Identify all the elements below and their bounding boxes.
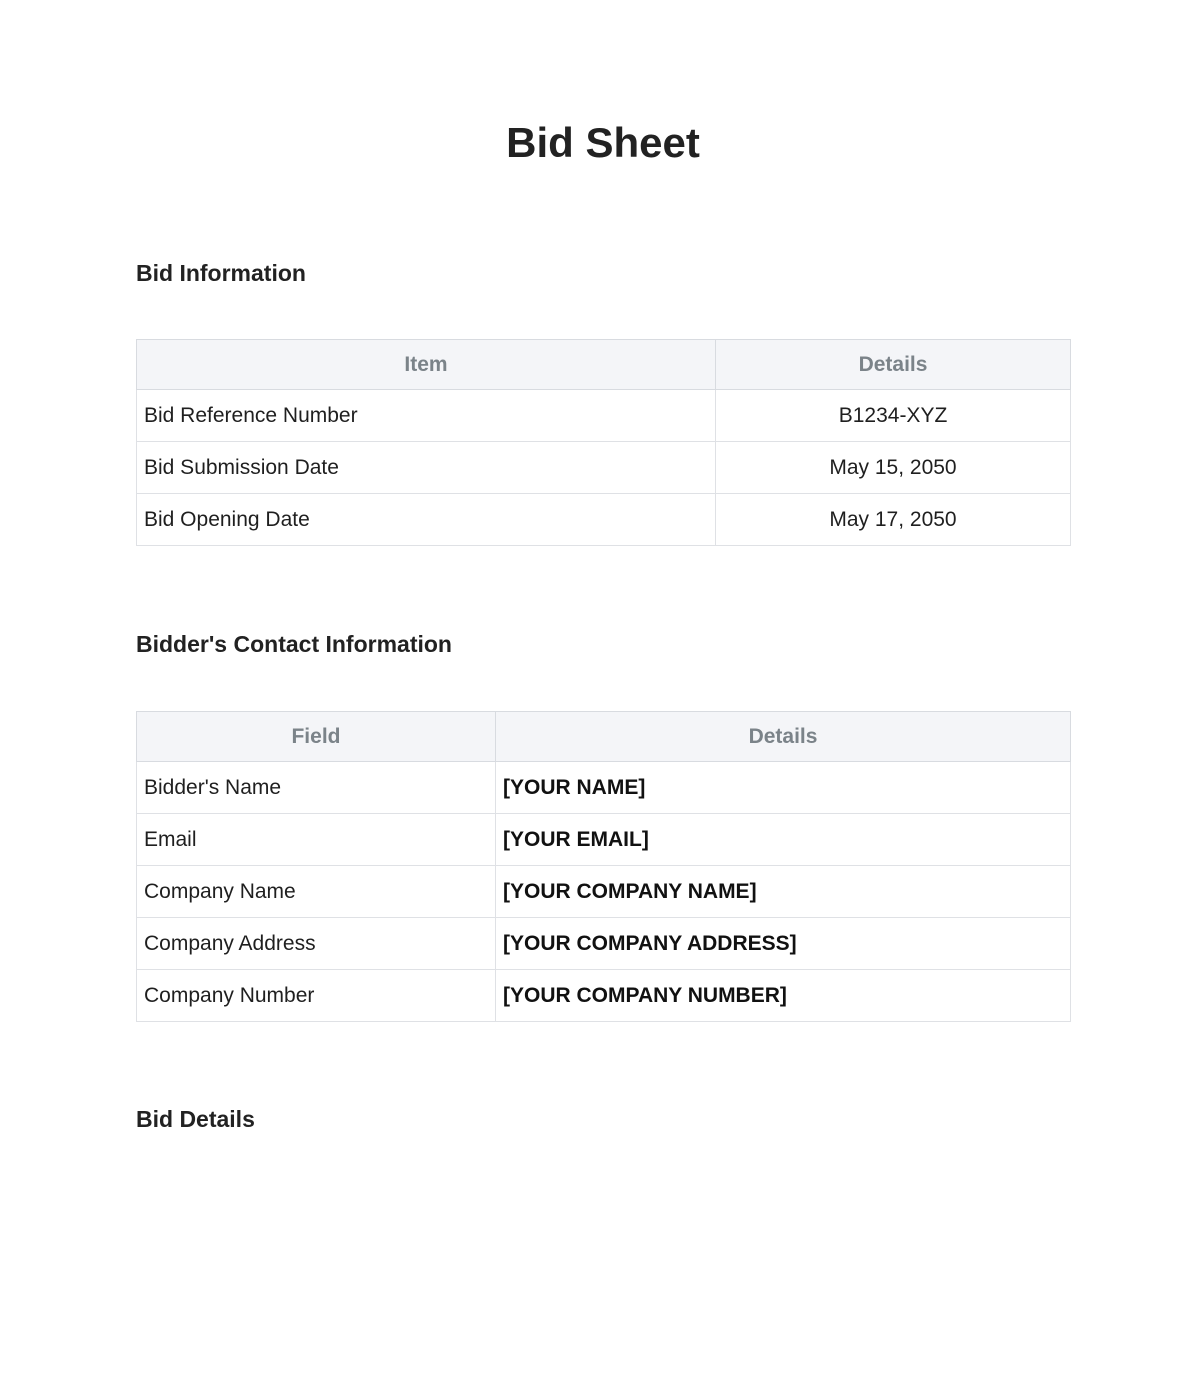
table-row: [137, 390, 1071, 442]
page-title: Bid Sheet: [506, 119, 700, 166]
contact-information-heading: Bidder's Contact Information: [136, 631, 452, 657]
bidder-name-label: Bidder's Name: [137, 762, 496, 814]
company-address-value: [YOUR COMPANY ADDRESS]: [496, 918, 1071, 970]
bid-opening-date-label: Bid Opening Date: [137, 494, 716, 546]
contact-information-table: [136, 711, 1071, 1022]
table-row: [137, 970, 1071, 1022]
bid-reference-label: Bid Reference Number: [137, 390, 716, 442]
column-header-item: Item: [137, 340, 716, 390]
column-header-details: Details: [496, 712, 1071, 762]
column-header-field: Field: [137, 712, 496, 762]
table-header-row: [137, 340, 1071, 390]
bid-submission-date-label: Bid Submission Date: [137, 442, 716, 494]
table-row: [137, 442, 1071, 494]
company-name-value: [YOUR COMPANY NAME]: [496, 866, 1071, 918]
bid-reference-value: B1234-XYZ: [716, 390, 1071, 442]
bid-details-heading: Bid Details: [136, 1106, 255, 1132]
company-number-value: [YOUR COMPANY NUMBER]: [496, 970, 1071, 1022]
bid-information-heading: Bid Information: [136, 260, 306, 286]
table-row: [137, 918, 1071, 970]
bid-information-table: [136, 339, 1071, 546]
table-header-row: [137, 712, 1071, 762]
email-label: Email: [137, 814, 496, 866]
email-value: [YOUR EMAIL]: [496, 814, 1071, 866]
company-address-label: Company Address: [137, 918, 496, 970]
table-row: [137, 762, 1071, 814]
column-header-details: Details: [716, 340, 1071, 390]
table-row: [137, 494, 1071, 546]
bid-submission-date-value: May 15, 2050: [716, 442, 1071, 494]
table-row: [137, 866, 1071, 918]
bid-opening-date-value: May 17, 2050: [716, 494, 1071, 546]
company-name-label: Company Name: [137, 866, 496, 918]
table-row: [137, 814, 1071, 866]
company-number-label: Company Number: [137, 970, 496, 1022]
bidder-name-value: [YOUR NAME]: [496, 762, 1071, 814]
